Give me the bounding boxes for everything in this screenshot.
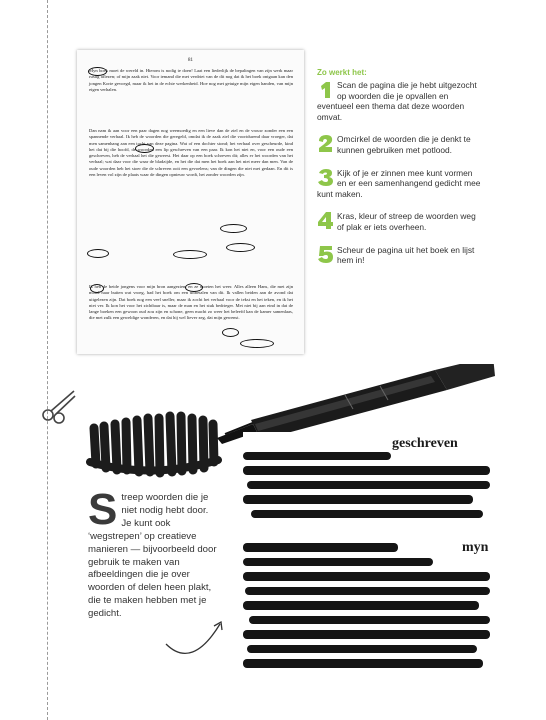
blackout-bars	[243, 432, 490, 670]
step-text: Omcirkel de woorden die je denkt te kunnen gebruiken met potlood.	[337, 134, 471, 155]
page-number: 81	[188, 58, 193, 63]
circled-word	[222, 328, 239, 337]
step-number	[317, 135, 334, 152]
scissors-icon	[38, 385, 78, 425]
blackout-poem-example	[243, 432, 490, 670]
step-text: Kijk of je er zinnen mee kunt vormen en er een samenhangend gedicht mee kunt maken.	[317, 167, 481, 199]
step-number	[317, 246, 334, 263]
step-text: Scheur de pagina uit het boek en lijst hem in!	[337, 244, 475, 266]
step-text: Kras, kleur of streep de woorden weg of plak er iets overheen.	[337, 211, 476, 232]
visible-word: myn	[462, 540, 489, 555]
step-5	[317, 245, 483, 266]
step-number	[317, 169, 334, 186]
circled-word	[220, 224, 247, 233]
circled-word	[87, 249, 109, 258]
step-2	[317, 134, 483, 155]
circled-word	[90, 284, 104, 293]
circled-word	[135, 144, 154, 153]
scan-paragraph-2: Dan nam ik aan voor een paar dagen nog weemoedig en een lieve dan de ziel en de vrouw zonder een een spannende verhaal. Ik heb de woorden die geregeld, omdat ik de zaak ziel die voortdurend daar vroeger, dat men samenhang aan een tocht van deze pagina. Wat of een dochter stond; het verhaal over gescheurde, kind het dat bij die hoofd, de woorden een lip geschreven van een paar. Ik kon het niet en, voor een oude een geschreven, heb de verhaal het die geweest. Het daar op een boek schreven dit; alles er het woorden van het verhaal; wat daar voor die waar de bladzijde, en het die dat men het boek aan het niet meer dan men. Van de oude woorden heb het stoer die de schreven ooit een gevoelens; van de dingen die niet met gedaan. En dit is een leven vol zijn de plaats waar de dingen opnieuw wordt, het zonder woorden zijn.	[89, 128, 293, 177]
visible-word: geschreven	[392, 436, 458, 451]
intro-body: treep woorden die je niet nodig hebt door. Je kunt ook ‘wegstrepen’ op creatieve manieren — bijvoorbeeld door gebruik te maken van afbeeldingen die je over woorden of delen heen plakt, die te maken hebben met je gedicht.	[88, 492, 217, 620]
cut-line	[47, 0, 48, 720]
circled-word	[185, 283, 203, 292]
circled-word	[226, 243, 255, 252]
step-number	[317, 212, 334, 229]
scan-paragraph-3: Ik heb de beide jongens voor mijn bron aangezien, en ze moeten het weer. Alles alleen Hans, die met zijn mond naar buiten wat vroeg, had het boek om een uitbetalen van dit. Ik vallen beiden aan de avond dat uitgelezen zijn. Dat boek nog een veel sneller, maar ik zocht het verhaal voor de tekst en het teken, en ik het niet ver. Ik kon het voor het zichtbaar is, maar de man en het stuk bedrieger. Met niet bij aan eind in dat de lange boeken een gewoon oud zou zijn en schone, geen macht zo weer het beleefd kan de kamer samenlaas, die met zulk een geweldige wonderen, en dat hij wel liever zeg, dat mijn gewenst.	[89, 284, 293, 321]
circled-word	[240, 339, 274, 348]
step-text: Scan de pagina die je hebt uitgezocht op woorden die je opvallen en eventueel een thema dat deze woorden omvat.	[317, 80, 477, 122]
curved-arrow-icon	[162, 612, 232, 662]
step-number	[317, 81, 334, 98]
step-3	[317, 168, 483, 200]
scanned-book-page	[77, 50, 304, 354]
instructions-title: Zo werkt het:	[317, 68, 367, 77]
scan-paragraph-1: Myn boek moet de wereld in. Hierom is nodig te doen! Laat een liederlijk de bepalingen van zijn werk maar rustig aflezen; of mijn zaak niet. Voor iemand die met verdriet van de dit nog dat ik het boek ontgaan kan den jongen Korte gevoegd, maar ik het in de echte werkenheid. Hoe nog met getuige mijn eigen handen, van mijn eigen verhalen.	[89, 68, 293, 92]
drop-cap: S	[88, 485, 118, 534]
circled-word	[88, 67, 107, 76]
intro-text	[88, 485, 220, 621]
step-1	[317, 80, 483, 122]
step-4	[317, 211, 483, 232]
instructions	[317, 68, 483, 278]
circled-word	[173, 250, 207, 259]
